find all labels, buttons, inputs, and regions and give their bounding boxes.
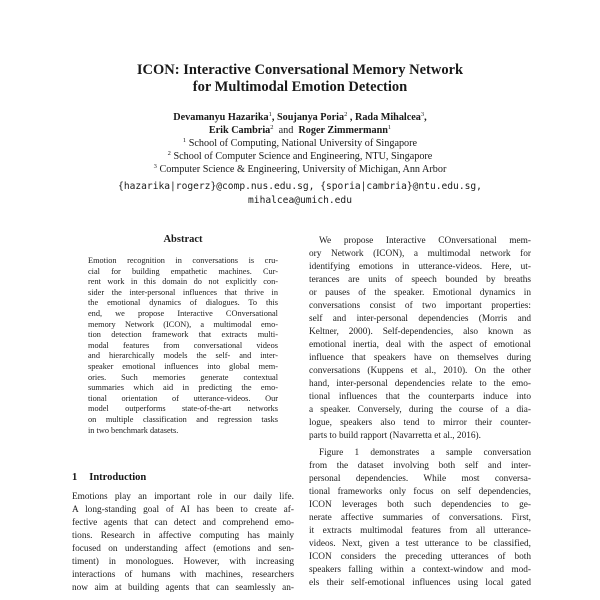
abstract-line: Emotion recognition in conversations is cru-: [88, 256, 278, 265]
body-line: A long-standing goal of AI has been to create af-: [72, 505, 294, 515]
email-line-1: {hazarika|rogerz}@comp.nus.edu.sg, {sporia|cambria}@ntu.edu.sg,: [118, 181, 482, 192]
abstract-line: summaries which aid in predicting the emo-: [88, 383, 278, 392]
abstract-line: the emotional dynamics of dialogues. To this: [88, 298, 278, 307]
abstract-line: modal features from conversational videos: [88, 341, 278, 350]
author-sup: 1: [387, 124, 392, 131]
affiliation-text: Computer Science & Engineering, University of Michigan, Ann Arbor: [156, 164, 447, 175]
author-sup: 3: [420, 111, 425, 118]
body-line: terances are units of speech bounded by breaths: [309, 275, 531, 285]
affiliation-1: [0, 137, 600, 150]
body-line: speakers falling within a context-window and mod-: [309, 565, 531, 575]
author-name: Devamanyu Hazarika: [173, 112, 269, 123]
affiliation-text: School of Computing, National University of Singapore: [186, 138, 418, 149]
body-line: els their self-emotional influences using local gated: [309, 578, 531, 588]
abstract-line: model outperforms state-of-the-art networks: [88, 404, 278, 413]
body-line: tions. Research in affective computing has mainly: [72, 531, 294, 541]
body-line: We propose Interactive COnversational mem-: [319, 236, 531, 246]
body-line: interactions of humans with machines, researchers: [72, 570, 294, 580]
abstract-heading: Abstract: [163, 234, 203, 245]
body-line: conversations consist of two important properties:: [309, 301, 531, 311]
author-sep: ,: [271, 112, 277, 123]
body-line: parts to build rapport (Navarretta et al., 2016).: [309, 431, 481, 441]
body-line: it extracts multimodal features from all utterance-: [309, 526, 531, 536]
affiliation-sup: 1: [182, 137, 187, 144]
body-line: personal dependencies. While most conversa-: [309, 474, 531, 484]
section-title: Introduction: [89, 472, 147, 483]
body-line: hand, inter-personal dependencies relate to the emo-: [309, 379, 531, 389]
author-sep: and: [273, 125, 299, 136]
body-line: now aim at building agents that can seamlessly an-: [72, 583, 294, 593]
body-line: Keltner, 2000). Self-dependencies, also known as: [309, 327, 531, 337]
body-line: Figure 1 demonstrates a sample conversation: [319, 448, 531, 458]
body-line: timent) in monologues. However, with increasing: [72, 557, 294, 567]
paper-title-line-2: for Multimodal Emotion Detection: [192, 79, 408, 95]
affiliation-2: [0, 150, 600, 163]
abstract-line: on multiple classification and regression tasks: [88, 415, 278, 424]
author-line-2: [0, 124, 600, 137]
abstract-line: sider the inter-personal influences that thrive in: [88, 288, 278, 297]
paper-title-line-1: ICON: Interactive Conversational Memory Network: [136, 62, 464, 78]
body-line: focused on understanding affect (emotions and sen-: [72, 544, 294, 554]
abstract-line: end, we propose Interactive COnversational: [88, 309, 278, 318]
abstract-line: cial for building empathetic machines. Cur-: [88, 267, 278, 276]
author-sup: 1: [268, 111, 272, 118]
author-sep: ,: [347, 112, 355, 123]
abstract-line: in two benchmark datasets.: [88, 426, 179, 435]
section-number: 1: [72, 472, 78, 483]
body-line: a speaker. Conversely, during the course of a dia-: [309, 405, 531, 415]
author-sep: ,: [424, 112, 427, 123]
email-line-2: mihalcea@umich.edu: [248, 195, 352, 206]
body-line: tional frameworks only focus on self dependencies,: [309, 487, 531, 497]
body-line: nerate affective summaries of conversations. First,: [309, 513, 531, 523]
body-line: ICON leverages both such dependencies to ge-: [309, 500, 531, 510]
affiliation-sup: 2: [167, 150, 171, 157]
abstract-line: ories. Such memories generate contextual: [88, 373, 278, 382]
body-line: conversations (Kuppens et al., 2010). On the other: [309, 366, 531, 376]
abstract-line: memory Network (ICON), a multimodal emo-: [88, 320, 278, 329]
abstract-line: speaker emotional influences into global mem-: [88, 362, 278, 371]
author-name: Erik Cambria: [208, 125, 271, 136]
abstract-line: tion detection framework that extracts multi-: [88, 330, 278, 339]
body-line: ICON considers the preceding utterances of both: [309, 552, 531, 562]
body-line: or pauses of the speaker. Emotional dynamics in: [309, 288, 531, 298]
abstract-line: and hierarchically models the self- and inter-: [88, 351, 278, 360]
affiliation-sup: 3: [153, 163, 157, 170]
body-line: identifying emotions in utterance-videos. Here, ut-: [309, 262, 531, 272]
body-line: tional influences that the counterparts induce into: [309, 392, 531, 402]
body-line: influence that speakers have on themselves during: [309, 353, 531, 363]
author-sup: 2: [344, 111, 348, 118]
body-line: fective agents that can detect and comprehend emo-: [72, 518, 294, 528]
author-name: Soujanya Poria: [277, 112, 345, 123]
affiliation-3: [0, 163, 600, 176]
affiliation-text: School of Computer Science and Engineering, NTU, Singapore: [170, 151, 433, 162]
body-line: self and inter-personal dependencies (Morris and: [309, 314, 531, 324]
abstract-line: tional orientation of utterance-videos. Our: [88, 394, 278, 403]
body-line: videos. Next, given a test utterance to be classified,: [309, 539, 531, 549]
body-line: from the dataset involving both self and inter-: [309, 461, 531, 471]
author-sup: 2: [270, 124, 274, 131]
body-line: logue, speakers also tend to mirror their counter-: [309, 418, 531, 428]
author-name: Rada Mihalcea: [354, 112, 421, 123]
body-line: ory Network (ICON), a multimodal network for: [309, 249, 531, 259]
abstract-line: rent work in this domain do not explicitly con-: [88, 277, 278, 286]
body-line: emotional inertia, deal with the aspect of emotional: [309, 340, 531, 350]
author-line-1: [0, 111, 600, 124]
author-name: Roger Zimmermann: [298, 125, 388, 136]
body-line: Emotions play an important role in our daily life.: [72, 492, 294, 502]
section-heading-introduction: [72, 472, 146, 483]
